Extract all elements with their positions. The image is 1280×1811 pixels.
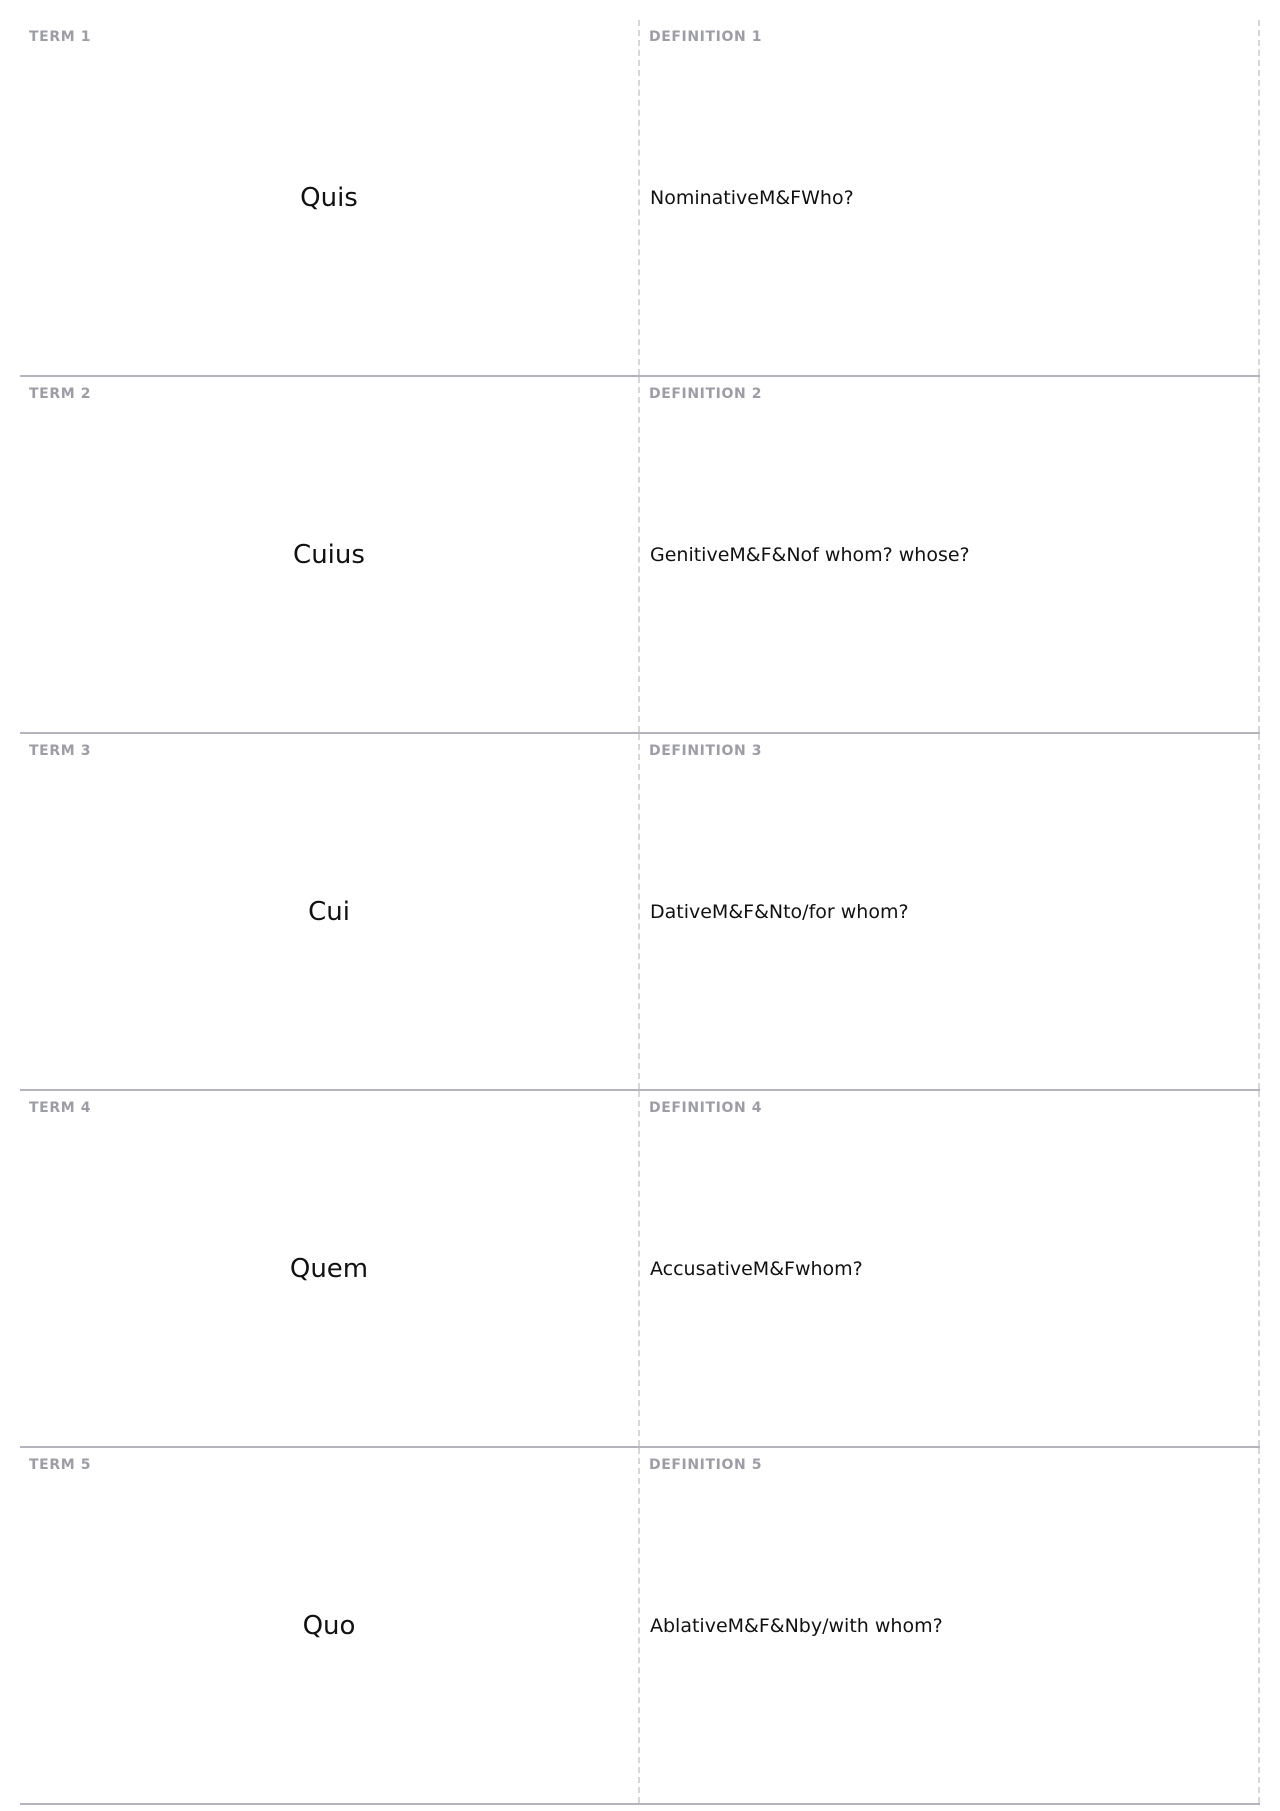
definition-text: GenitiveM&F&Nof whom? whose? <box>650 543 970 566</box>
flashcard-row-3 <box>20 734 1260 1091</box>
flashcard-row-4 <box>20 1091 1260 1448</box>
definition-cell-5 <box>640 1448 1260 1803</box>
term-text: Cuius <box>293 539 365 570</box>
definition-label: DEFINITION 3 <box>649 743 763 759</box>
term-text: Cui <box>308 896 350 927</box>
flashcard-row-1 <box>20 20 1260 377</box>
term-label: TERM 2 <box>29 386 92 402</box>
definition-label: DEFINITION 2 <box>649 386 763 402</box>
definition-text: NominativeM&FWho? <box>650 186 854 209</box>
flashcard-row-5 <box>20 1448 1260 1805</box>
definition-label: DEFINITION 4 <box>649 1100 763 1116</box>
definition-cell-4 <box>640 1091 1260 1446</box>
definition-cell-3 <box>640 734 1260 1089</box>
term-cell-3 <box>20 734 640 1089</box>
definition-cell-1 <box>640 20 1260 375</box>
definition-cell-2 <box>640 377 1260 732</box>
definition-label: DEFINITION 1 <box>649 29 763 45</box>
term-text: Quis <box>300 182 358 213</box>
flashcard-row-2 <box>20 377 1260 734</box>
flashcard-sheet <box>20 20 1260 1798</box>
term-cell-5 <box>20 1448 640 1803</box>
term-text: Quo <box>302 1610 356 1641</box>
term-cell-4 <box>20 1091 640 1446</box>
definition-text: AccusativeM&Fwhom? <box>650 1257 863 1280</box>
term-label: TERM 1 <box>29 29 92 45</box>
term-label: TERM 4 <box>29 1100 92 1116</box>
term-text: Quem <box>289 1253 369 1284</box>
term-cell-1 <box>20 20 640 375</box>
term-cell-2 <box>20 377 640 732</box>
definition-label: DEFINITION 5 <box>649 1457 763 1473</box>
definition-text: DativeM&F&Nto/for whom? <box>650 900 909 923</box>
term-label: TERM 3 <box>29 743 92 759</box>
term-label: TERM 5 <box>29 1457 92 1473</box>
definition-text: AblativeM&F&Nby/with whom? <box>650 1614 943 1637</box>
